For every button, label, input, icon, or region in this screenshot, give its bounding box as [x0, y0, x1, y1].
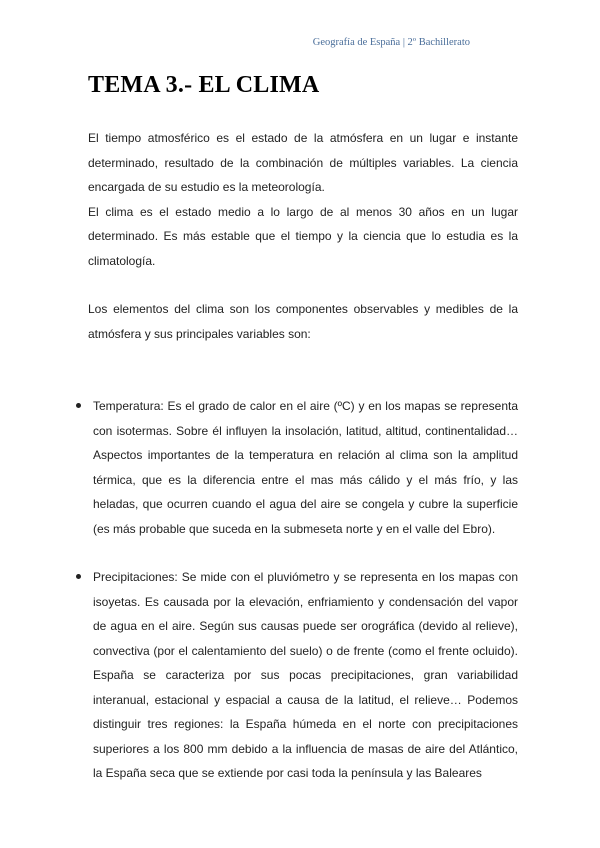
list-item-temperatura: [88, 394, 518, 541]
spacer: [88, 346, 518, 370]
bullet-icon: [76, 403, 81, 408]
page-title: TEMA 3.- EL CLIMA: [88, 72, 320, 98]
list-item-text: Precipitaciones: Se mide con el pluviómetro y se representa en los mapas con isoyetas. Es causada por la elevación, enfriamiento y condensación del vapor de agua en el aire. Según sus causas puede ser orográfica (devido al relieve), convectiva (por el calentamiento del suelo) o de frente (como el frente ocluido). España se caracteriza por sus pocas precipitaciones, gran variabilidad interanual, estacional y espacial a causa de la latitud, el relieve… Podemos distinguir tres regiones: la España húmeda en el norte con precipitaciones superiores a los 800 mm debido a la influencia de masas de aire del Atlántico, la España seca que se extiende por casi toda la península y las Baleares: [93, 570, 518, 780]
spacer: [88, 273, 518, 297]
bullet-icon: [76, 574, 81, 579]
bullet-list: [88, 394, 518, 786]
page-header: Geografía de España | 2º Bachillerato: [312, 37, 470, 48]
list-item-text: Temperatura: Es el grado de calor en el aire (ºC) y en los mapas se representa con isotermas. Sobre él influyen la insolación, latitud, altitud, continentalidad… Aspectos importantes de la temperatura en relación al clima son la amplitud térmica, que es la diferencia entre el mas más cálido y el más frío, y las heladas, que ocurren cuando el agua del aire se congela y cubre la superficie (es más probable que suceda en la submeseta norte y en el valle del Ebro).: [93, 399, 518, 536]
paragraph-elementos: Los elementos del clima son los componentes observables y medibles de la atmósfera y sus principales variables son:: [88, 302, 518, 341]
list-item-precipitaciones: [88, 565, 518, 786]
spacer: [88, 370, 518, 394]
paragraph-clima: El clima es el estado medio a lo largo de al menos 30 años en un lugar determinado. Es más estable que el tiempo y la ciencia que lo estudia es la climatología.: [88, 204, 518, 268]
paragraph-tiempo: El tiempo atmosférico es el estado de la atmósfera en un lugar e instante determinado, resultado de la combinación de múltiples variables. La ciencia encargada de su estudio es la meteorología.: [88, 131, 518, 194]
document-body: [88, 126, 518, 786]
